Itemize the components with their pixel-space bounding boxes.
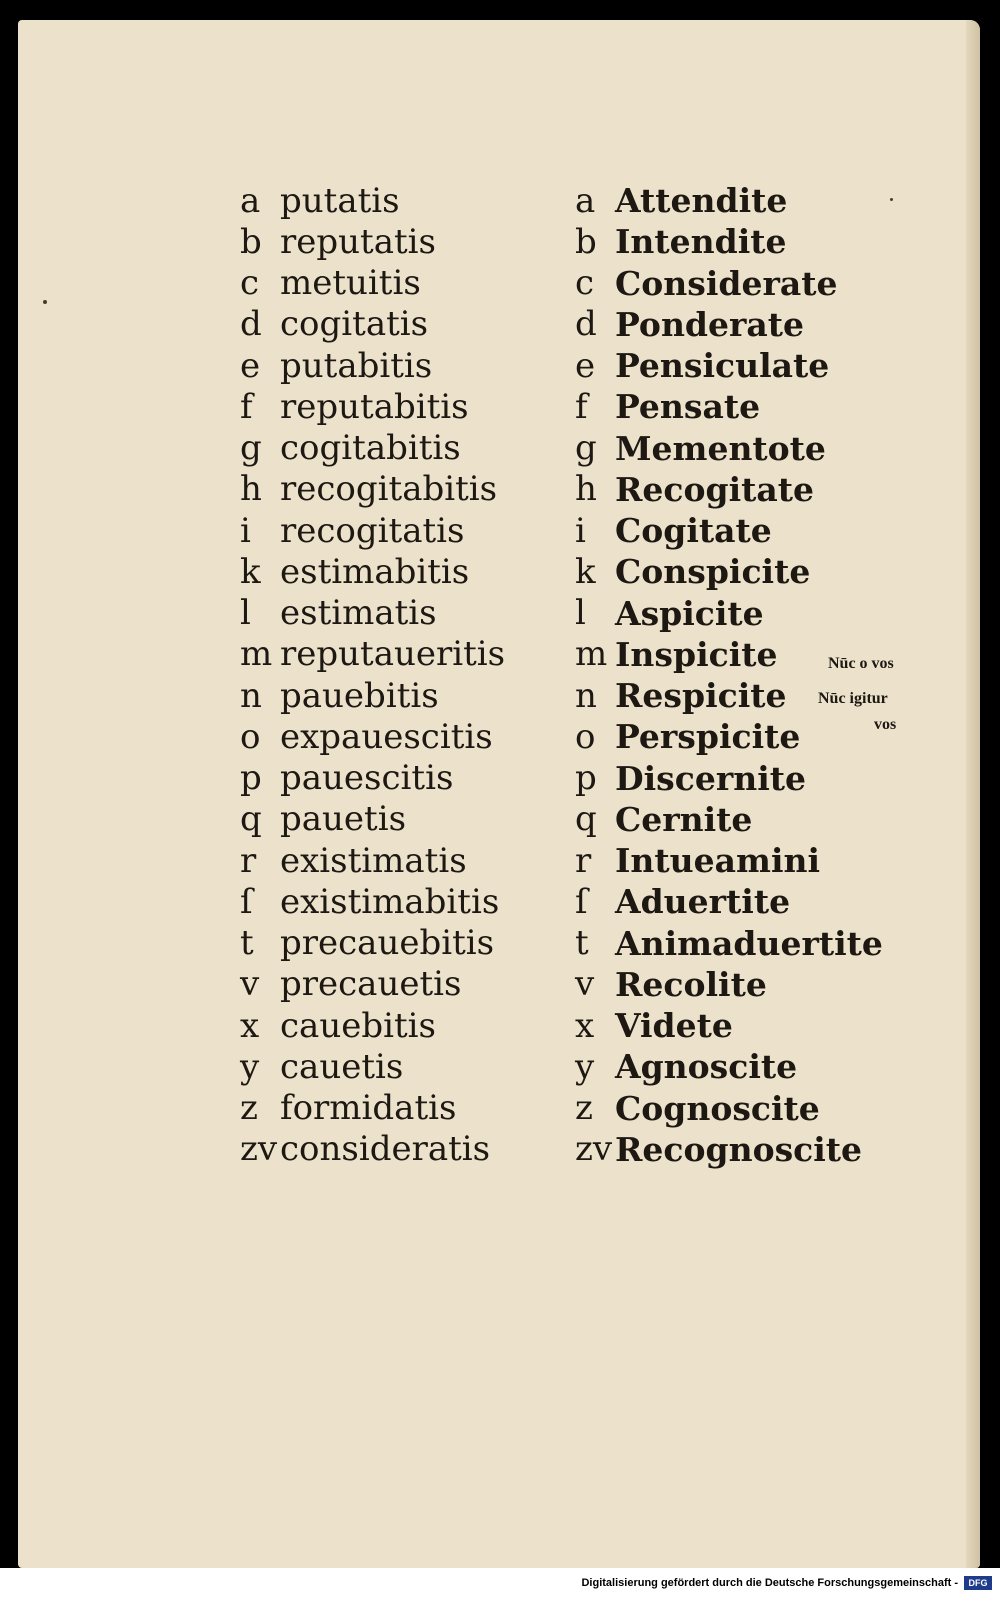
row-word: pauebitis xyxy=(280,675,439,716)
row-letter: h xyxy=(575,469,597,510)
row-letter: f xyxy=(575,386,588,427)
row-letter: e xyxy=(575,345,596,386)
row-word: Cogitate xyxy=(615,511,772,551)
word-row xyxy=(240,221,505,262)
row-word: reputatis xyxy=(280,221,436,262)
row-letter: m xyxy=(240,634,273,675)
margin-note: Nūc o vos xyxy=(828,655,894,672)
row-word: formidatis xyxy=(280,1088,457,1129)
row-word: cogitatis xyxy=(280,304,429,345)
row-word: Cognoscite xyxy=(615,1088,820,1128)
word-row xyxy=(575,923,883,964)
row-word: Perspicite xyxy=(615,717,801,757)
row-letter: ſ xyxy=(240,881,253,922)
row-letter: b xyxy=(240,221,262,262)
word-row xyxy=(575,469,883,510)
margin-note: Nūc igitur xyxy=(818,690,888,707)
row-letter: v xyxy=(240,964,260,1005)
word-row xyxy=(575,593,883,634)
word-row xyxy=(240,716,505,757)
row-word: reputabitis xyxy=(280,386,469,427)
word-row xyxy=(575,386,883,427)
row-word: Agnoscite xyxy=(615,1047,798,1087)
row-letter: z xyxy=(575,1088,593,1129)
word-row xyxy=(575,304,883,345)
word-row xyxy=(575,881,883,922)
row-letter: z xyxy=(240,1088,258,1129)
word-row xyxy=(575,1129,883,1170)
row-word: Conspicite xyxy=(615,552,811,592)
row-letter: a xyxy=(575,180,596,221)
word-row xyxy=(575,221,883,262)
word-row xyxy=(240,675,505,716)
row-letter: q xyxy=(575,799,597,840)
row-letter: y xyxy=(575,1046,595,1087)
row-letter: a xyxy=(240,180,261,221)
word-row xyxy=(240,469,505,510)
word-row xyxy=(240,593,505,634)
row-word: Discernite xyxy=(615,758,806,798)
page-edge xyxy=(966,20,980,1568)
row-letter: g xyxy=(575,428,597,469)
row-letter: m xyxy=(575,634,608,675)
row-word: putatis xyxy=(280,180,400,221)
left-word-column xyxy=(240,180,505,1170)
word-row xyxy=(575,551,883,592)
word-row xyxy=(575,1088,883,1129)
row-letter: d xyxy=(240,304,262,345)
word-row xyxy=(575,1046,883,1087)
row-letter: r xyxy=(240,840,257,881)
row-letter: zv xyxy=(240,1129,278,1170)
row-word: Recogitate xyxy=(615,469,814,509)
word-row xyxy=(575,428,883,469)
row-word: Videte xyxy=(615,1006,733,1046)
word-row xyxy=(240,1129,505,1170)
row-letter: p xyxy=(240,758,262,799)
row-word: Recognoscite xyxy=(615,1129,863,1169)
row-letter: q xyxy=(240,799,262,840)
right-word-column xyxy=(575,180,883,1170)
word-row xyxy=(575,263,883,304)
row-word: pauetis xyxy=(280,799,407,840)
row-word: recogitabitis xyxy=(280,469,498,510)
row-letter: f xyxy=(240,386,253,427)
word-row xyxy=(240,551,505,592)
row-word: recogitatis xyxy=(280,510,465,551)
row-word: expauescitis xyxy=(280,716,493,757)
word-row xyxy=(575,964,883,1005)
word-row xyxy=(240,923,505,964)
row-letter: o xyxy=(575,716,596,757)
word-row xyxy=(575,180,883,221)
row-word: Inspicite xyxy=(615,634,778,674)
row-word: Pensiculate xyxy=(615,346,830,386)
word-row xyxy=(575,799,883,840)
word-row xyxy=(240,263,505,304)
word-row xyxy=(240,304,505,345)
row-letter: i xyxy=(240,510,251,551)
row-letter: p xyxy=(575,758,597,799)
row-word: Aduertite xyxy=(615,882,791,922)
row-letter: x xyxy=(240,1005,260,1046)
row-letter: h xyxy=(240,469,262,510)
word-row xyxy=(240,1088,505,1129)
row-word: precauebitis xyxy=(280,923,495,964)
row-word: cauetis xyxy=(280,1046,404,1087)
ink-speck xyxy=(43,300,47,304)
row-letter: i xyxy=(575,510,586,551)
row-letter: c xyxy=(575,263,595,304)
row-letter: t xyxy=(575,923,589,964)
row-word: cogitabitis xyxy=(280,428,461,469)
row-letter: k xyxy=(575,551,596,592)
row-letter: d xyxy=(575,304,597,345)
row-word: estimatis xyxy=(280,593,437,634)
row-word: Mementote xyxy=(615,428,826,468)
row-letter: k xyxy=(240,551,261,592)
margin-note: vos xyxy=(874,716,897,733)
row-word: putabitis xyxy=(280,345,433,386)
row-word: metuitis xyxy=(280,263,421,304)
row-letter: r xyxy=(575,840,592,881)
row-word: pauescitis xyxy=(280,758,454,799)
row-letter: g xyxy=(240,428,262,469)
row-letter: n xyxy=(240,675,262,716)
row-word: Intendite xyxy=(615,222,787,262)
word-row xyxy=(575,840,883,881)
row-word: Animaduertite xyxy=(615,923,883,963)
row-letter: zv xyxy=(575,1129,613,1170)
row-word: Cernite xyxy=(615,799,753,839)
row-letter: v xyxy=(575,964,595,1005)
row-word: reputaueritis xyxy=(280,634,506,675)
word-row xyxy=(240,428,505,469)
word-row xyxy=(240,1046,505,1087)
row-word: cauebitis xyxy=(280,1005,436,1046)
word-row xyxy=(240,510,505,551)
word-row xyxy=(240,881,505,922)
row-word: Intueamini xyxy=(615,841,821,881)
word-row xyxy=(575,510,883,551)
row-word: existimatis xyxy=(280,840,467,881)
row-letter: c xyxy=(240,263,260,304)
funding-credit: Digitalisierung gefördert durch die Deutsche Forschungsgemeinschaft - xyxy=(581,1577,958,1589)
row-word: Aspicite xyxy=(615,593,764,633)
word-row xyxy=(240,799,505,840)
row-letter: y xyxy=(240,1046,260,1087)
word-row xyxy=(240,964,505,1005)
row-letter: o xyxy=(240,716,261,757)
word-row xyxy=(575,345,883,386)
word-row xyxy=(240,1005,505,1046)
row-word: Considerate xyxy=(615,263,838,303)
row-letter: x xyxy=(575,1005,595,1046)
word-row xyxy=(240,758,505,799)
row-word: Ponderate xyxy=(615,304,805,344)
word-row xyxy=(575,1005,883,1046)
row-letter: l xyxy=(240,593,251,634)
ink-speck xyxy=(890,198,893,201)
row-word: Attendite xyxy=(615,181,788,221)
row-word: Pensate xyxy=(615,387,761,427)
row-letter: e xyxy=(240,345,261,386)
row-word: Recolite xyxy=(615,964,767,1004)
word-row xyxy=(240,345,505,386)
row-letter: b xyxy=(575,221,597,262)
dfg-logo: DFG xyxy=(964,1576,992,1590)
footer-bar xyxy=(0,1568,1000,1598)
row-word: estimabitis xyxy=(280,551,470,592)
row-word: consideratis xyxy=(280,1129,491,1170)
row-letter: l xyxy=(575,593,586,634)
word-row xyxy=(240,386,505,427)
row-word: existimabitis xyxy=(280,881,500,922)
row-letter: n xyxy=(575,675,597,716)
word-row xyxy=(240,634,505,675)
word-row xyxy=(575,758,883,799)
row-letter: t xyxy=(240,923,254,964)
row-word: Respicite xyxy=(615,676,787,716)
word-row xyxy=(575,716,883,757)
word-row xyxy=(240,180,505,221)
word-row xyxy=(240,840,505,881)
row-word: precauetis xyxy=(280,964,462,1005)
row-letter: ſ xyxy=(575,881,588,922)
